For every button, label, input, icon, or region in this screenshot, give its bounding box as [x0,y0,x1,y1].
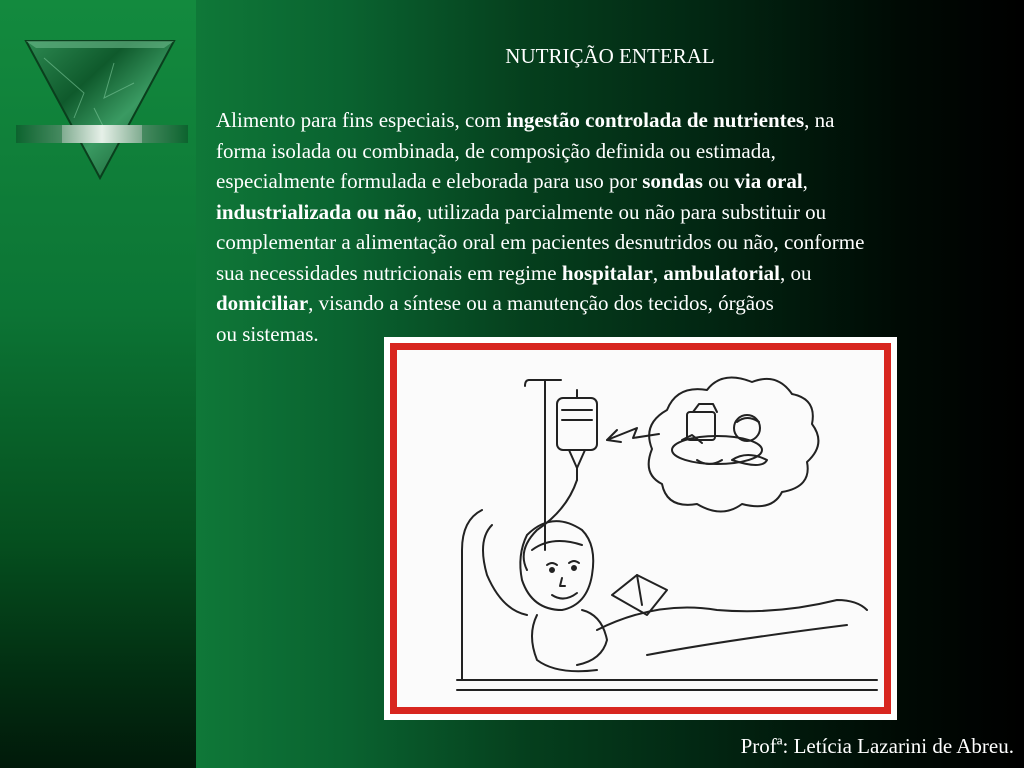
paragraph-text: , [652,260,664,285]
paragraph-text: especialmente formulada e eleborada para uso por [216,169,643,193]
slide-title: NUTRIÇÃO ENTERAL [505,44,715,68]
emphasis-text: via oral [734,169,803,193]
slide-content [196,0,1024,768]
marble-triangle-logo [14,38,190,183]
patient-feeding-illustration [397,350,882,705]
paragraph-text: sua necessidades nutricionais em regime [216,260,562,285]
author-credit: Profª: Letícia Lazarini de Abreu. [740,734,1014,758]
emphasis-text: ambulatorial [663,260,780,285]
paragraph-text: complementar a alimentação oral em pacientes desnutridos ou não, conforme [216,230,865,254]
emphasis-text: hospitalar [561,260,653,285]
left-sidebar [0,0,196,768]
paragraph-text: Alimento para fins especiais, com [216,108,507,132]
illustration-frame [384,337,897,720]
definition-paragraph [216,105,1016,349]
emphasis-text: industrializada ou não [216,199,417,224]
paragraph-text: ou [702,169,735,193]
emphasis-text: domiciliar [216,291,309,315]
emphasis-text: sondas [642,169,703,193]
paragraph-text: , na [804,108,835,132]
paragraph-text: , [802,169,808,193]
paragraph-text: , utilizada parcialmente ou não para substituir ou [416,199,827,224]
paragraph-text: ou sistemas. [216,321,319,346]
emphasis-text: ingestão controlada de nutrientes [506,108,805,132]
paragraph-text: forma isolada ou combinada, de composição definida ou estimada, [216,138,776,163]
paragraph-text: , visando a síntese ou a manutenção dos tecidos, órgãos [308,291,774,315]
paragraph-text: , ou [780,260,812,285]
